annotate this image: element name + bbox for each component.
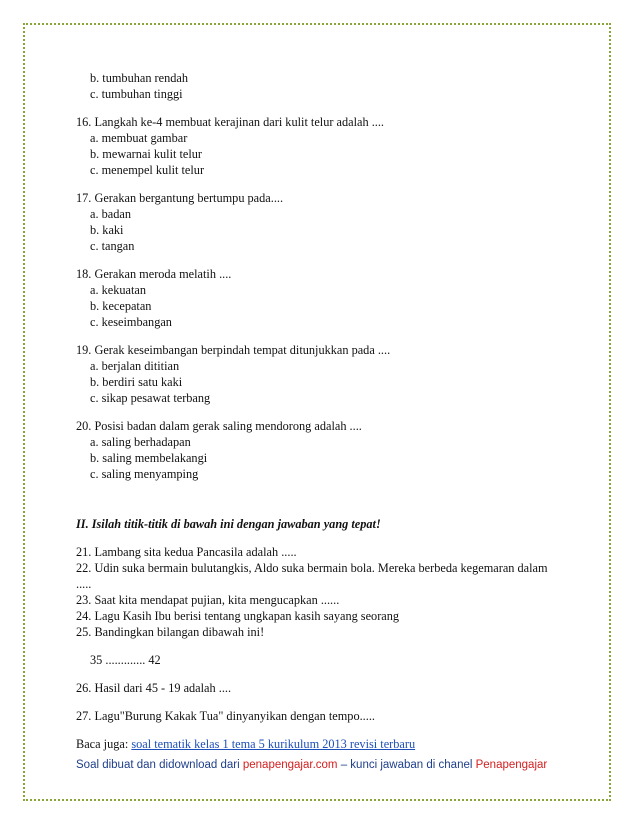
question-22-cont: .....: [76, 577, 92, 591]
option-15b: b. tumbuhan rendah: [90, 71, 189, 85]
footer-channel: Penapengajar: [475, 759, 548, 771]
question-20: [76, 418, 576, 482]
option-b: b. kaki: [90, 223, 124, 237]
question-27: 27. Lagu"Burung Kakak Tua" dinyanyikan dengan tempo.....: [76, 709, 375, 723]
option-b: b. berdiri satu kaki: [90, 375, 183, 389]
question-23: 23. Saat kita mendapat pujian, kita mengucapkan ......: [76, 593, 340, 607]
baca-juga: [76, 736, 576, 752]
question-text: 19. Gerak keseimbangan berpindah tempat ditunjukkan pada ....: [76, 343, 391, 357]
question-16: [76, 114, 576, 178]
question-26: 26. Hasil dari 45 - 19 adalah ....: [76, 681, 232, 695]
question-17: [76, 190, 576, 254]
option-15c: c. tumbuhan tinggi: [90, 87, 183, 101]
baca-juga-link[interactable]: soal tematik kelas 1 tema 5 kurikulum 2013 revisi terbaru: [131, 737, 416, 751]
question-21: 21. Lambang sita kedua Pancasila adalah .....: [76, 545, 297, 559]
footer: [76, 759, 596, 771]
option-a: a. badan: [90, 207, 131, 221]
option-c: c. tangan: [90, 239, 135, 253]
footer-text: Soal dibuat dan didownload dari: [76, 759, 243, 771]
option-c: c. saling menyamping: [90, 467, 199, 481]
option-c: c. menempel kulit telur: [90, 163, 205, 177]
option-c: c. sikap pesawat terbang: [90, 391, 211, 405]
document-content: [76, 70, 576, 752]
baca-juga-label: Baca juga:: [76, 737, 132, 751]
question-24: 24. Lagu Kasih Ibu berisi tentang ungkapan kasih sayang seorang: [76, 609, 400, 623]
question-19: [76, 342, 576, 406]
question-18: [76, 266, 576, 330]
question-text: 16. Langkah ke-4 membuat kerajinan dari kulit telur adalah ....: [76, 115, 384, 129]
option-a: a. kekuatan: [90, 283, 146, 297]
option-b: b. kecepatan: [90, 299, 152, 313]
section-title: II. Isilah titik-titik di bawah ini dengan jawaban yang tepat!: [76, 517, 381, 531]
option-b: b. mewarnai kulit telur: [90, 147, 203, 161]
question-text: 18. Gerakan meroda melatih ....: [76, 267, 232, 281]
option-a: a. membuat gambar: [90, 131, 188, 145]
question-text: 17. Gerakan bergantung bertumpu pada....: [76, 191, 284, 205]
compare-numbers: 35 ............. 42: [90, 653, 161, 667]
option-a: a. berjalan dititian: [90, 359, 180, 373]
question-text: 20. Posisi badan dalam gerak saling mendorong adalah ....: [76, 419, 362, 433]
footer-text-2: – kunci jawaban di chanel: [337, 759, 476, 771]
option-a: a. saling berhadapan: [90, 435, 191, 449]
option-c: c. keseimbangan: [90, 315, 172, 329]
question-22: 22. Udin suka bermain bulutangkis, Aldo suka bermain bola. Mereka berbeda kegemaran dalam: [76, 561, 548, 575]
question-25: 25. Bandingkan bilangan dibawah ini!: [76, 625, 265, 639]
footer-site: penapengajar.com: [242, 759, 338, 771]
option-b: b. saling membelakangi: [90, 451, 208, 465]
